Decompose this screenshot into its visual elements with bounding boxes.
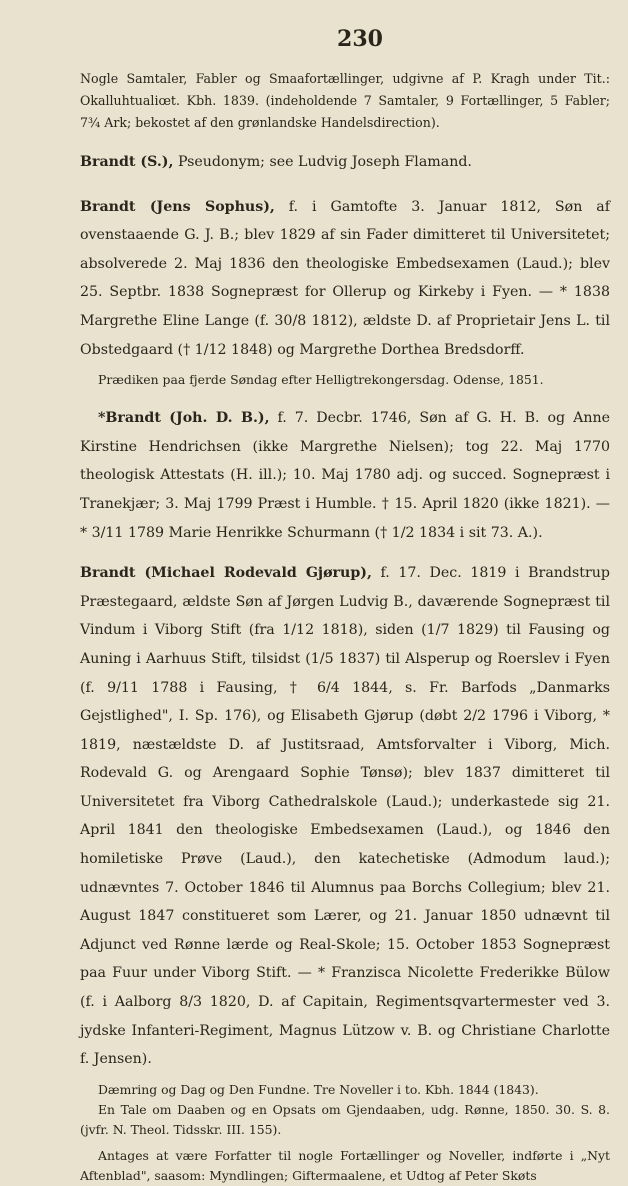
entry-body: f. i Gamtofte 3. Januar 1812, Søn af ovenstaaende G. J. B.; blev 1829 af sin Fader dimitteret til Universitetet; absolverede 2. Maj 1836 den theologiske Embedsexamen (Laud.); blev 25. Septbr. 1838 Sognepræst for Ollerup og Kirkeby i Fyen. — * 1838 Margrethe Eline Lange (f. 30/8 1812), ældste D. af Proprietair Jens L. til Obstedgaard († 1/12 1848) og Margrethe Dorthea Bredsdorff. xyxy=(80,198,610,358)
work-listing: En Tale om Daaben og en Opsats om Gjendaaben, udg. Rønne, 1850. 30. S. 8. (jvfr. N. Theol. Tidsskr. III. 155). xyxy=(80,1101,610,1137)
work-listing: Dæmring og Dag og Den Fundne. Tre Noveller i to. Kbh. 1844 (1843). xyxy=(98,1081,539,1097)
work-listing: Prædiken paa fjerde Søndag efter Helligtrekongersdag. Odense, 1851. xyxy=(98,372,544,388)
authorship-note: Antages at være Forfatter til nogle Fortællinger og Noveller, indførte i „Nyt Aftenblad", saasom: Myndlingen; Giftermaalene, et Udtog af Peter Skøts xyxy=(80,1147,610,1183)
page-number: 230 xyxy=(337,26,383,52)
entry-heading: Brandt (Jens Sophus), xyxy=(80,198,275,215)
entry-brandt-s xyxy=(80,148,610,177)
continuation-text: Nogle Samtaler, Fabler og Smaafortællinger, udgivne af P. Kragh under Tit.: Okalluhtualiœt. Kbh. 1839. (indeholdende 7 Samtaler, 9 Fortællinger, 5 Fabler; 7¾ Ark; bekostet af den grønlandske Handelsdirection). xyxy=(80,71,610,130)
entry-brandt-michael xyxy=(80,559,610,1074)
entry-body: f. 7. Decbr. 1746, Søn af G. H. B. og Anne Kirstine Hendrichsen (ikke Margrethe Nielsen); tog 22. Maj 1770 theologisk Attestats (H. ill.); 10. Maj 1780 adj. og succed. Sognepræst i Tranekjær; 3. Maj 1799 Præst i Humble. † 15. April 1820 (ikke 1821). — * 3/11 1789 Marie Henrikke Schurmann († 1/2 1834 i sit 73. A.). xyxy=(80,410,610,541)
entry-brandt-joh xyxy=(80,404,610,547)
entry-body: f. 17. Dec. 1819 i Brandstrup Præstegaard, ældste Søn af Jørgen Ludvig B., daværende Sognepræst til Vindum i Viborg Stift (fra 1/12 1818), siden (1/7 1829) til Fausing og Auning i Aarhuus Stift, tilsidst (1/5 1837) til Alsperup og Roerslev i Fyen (f. 9/11 1788 i Fausing, † 6/4 1844, s. Fr. Barfods „Danmarks Gejstlighed", I. Sp. 176), og Elisabeth Gjørup (døbt 2/2 1796 i Viborg, * 1819, næstældste D. af Justitsraad, Amtsforvalter i Viborg, Mich. Rodevald G. og Arengaard Sophie Tønsø); blev 1837 dimitteret til Universitetet fra Viborg Cathedralskole (Laud.); underkastede sig 21. April 1841 den theologiske Embedsexamen (Laud.), og 1846 den homiletiske Prøve (Laud.), den katechetiske (Admodum laud.); udnævntes 7. October 1846 til Alumnus paa Borchs Collegium; blev 21. August 1847 constitueret som Lærer, og 21. Januar 1850 udnævnt til Adjunct ved Rønne lærde og Real-Skole; 15. October 1853 Sognepræst paa Fuur under Viborg Stift. — * Franzisca Nicolette Frederikke Bülow (f. i Aalborg 8/3 1820, D. af Capitain, Regimentsqvartermester ved 3. jydske Infanteri-Regiment, Magnus Lützow v. B. og Christiane Charlotte f. Jensen). xyxy=(80,565,611,1068)
entry-heading: *Brandt (Joh. D. B.), xyxy=(98,410,270,427)
entry-body: Pseudonym; see Ludvig Joseph Flamand. xyxy=(173,154,472,170)
entry-heading: Brandt (S.), xyxy=(80,154,174,170)
entry-brandt-jens xyxy=(80,193,610,365)
entry-heading: Brandt (Michael Rodevald Gjørup), xyxy=(80,565,372,582)
